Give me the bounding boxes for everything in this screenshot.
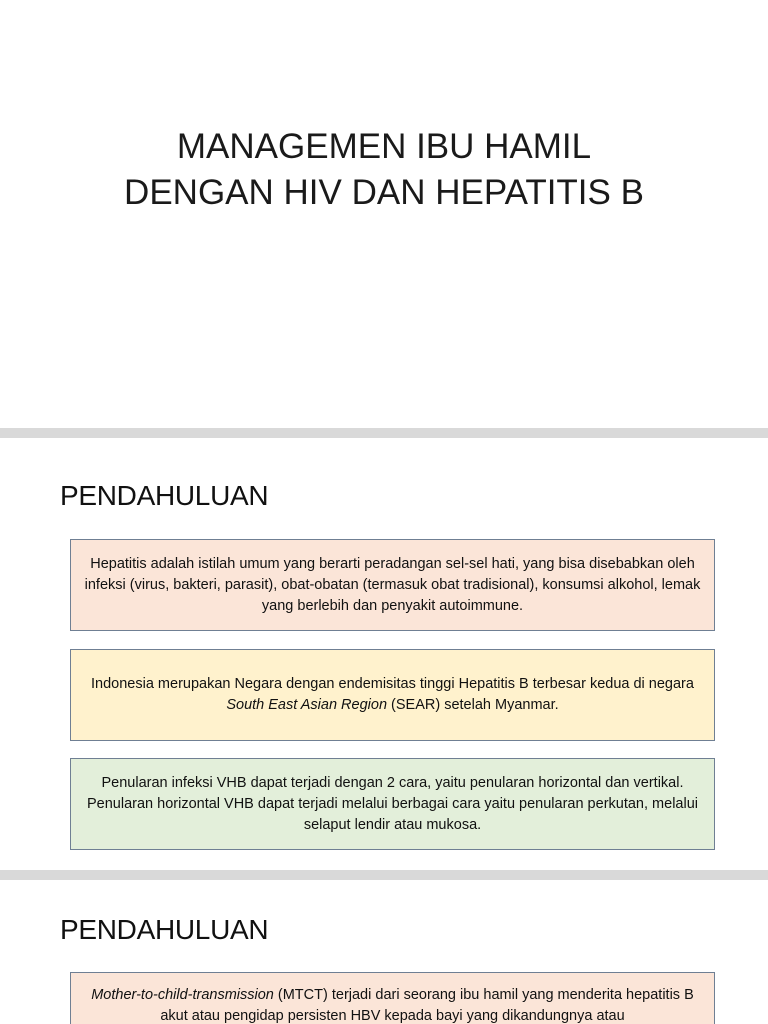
intro-slide-2 bbox=[0, 880, 768, 1024]
definition-text: Hepatitis adalah istilah umum yang berarti peradangan sel-sel hati, yang bisa disebabkan oleh infeksi (virus, bakteri, parasit), obat-obatan (termasuk obat tradisional), konsumsi alkohol, lemak yang berlebih dan penyakit autoimmune. bbox=[84, 555, 701, 614]
endemicity-box bbox=[70, 649, 715, 741]
title-line-2: DENGAN HIV DAN HEPATITIS B bbox=[124, 173, 644, 212]
presentation-title bbox=[0, 124, 768, 216]
slide-heading: PENDAHULUAN bbox=[60, 480, 269, 511]
mtct-description: (MTCT) terjadi dari seorang ibu hamil yang menderita hepatitis B akut atau pengidap persisten HBV kepada bayi yang dikandungnya atau bbox=[160, 987, 694, 1024]
region-name: South East Asian Region bbox=[226, 697, 388, 713]
mtct-term: Mother-to-child-transmission bbox=[91, 987, 274, 1003]
endemicity-text bbox=[81, 674, 704, 716]
transmission-text: Penularan infeksi VHB dapat terjadi dengan 2 cara, yaitu penularan horizontal dan vertikal. Penularan horizontal VHB dapat terjadi melalui berbagai cara yaitu penularan perkutan, melalui selaput lendir atau mukosa. bbox=[87, 774, 698, 833]
endemicity-text-end: (SEAR) setelah Myanmar. bbox=[387, 697, 559, 713]
mtct-box bbox=[70, 972, 715, 1024]
definition-box bbox=[70, 539, 715, 631]
endemicity-text-start: Indonesia merupakan Negara dengan endemisitas tinggi Hepatitis B terbesar kedua di negara bbox=[91, 676, 694, 692]
title-slide bbox=[0, 0, 768, 428]
transmission-box bbox=[70, 758, 715, 850]
slide-heading: PENDAHULUAN bbox=[60, 914, 269, 945]
intro-slide-1 bbox=[0, 438, 768, 870]
title-line-1: MANAGEMEN IBU HAMIL bbox=[176, 127, 592, 166]
mtct-text bbox=[81, 985, 704, 1024]
